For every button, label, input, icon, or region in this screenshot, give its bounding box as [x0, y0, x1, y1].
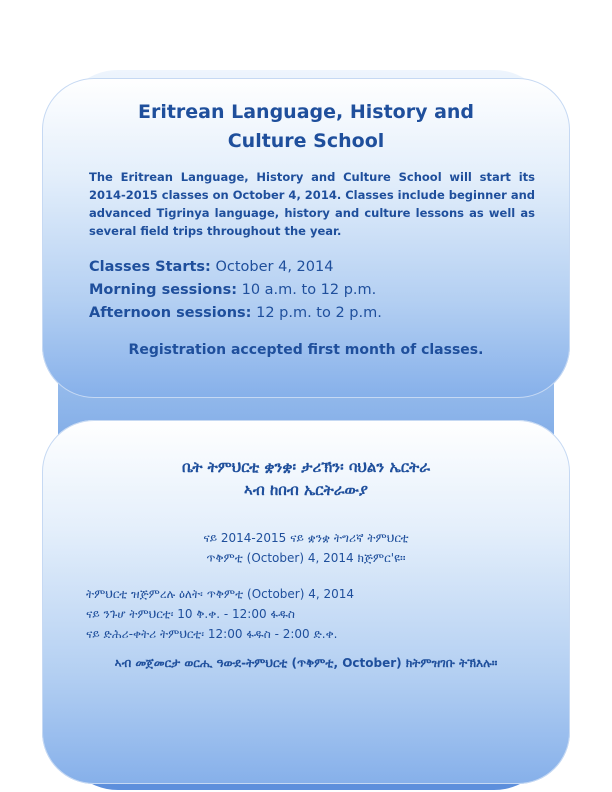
afternoon-session-label: Afternoon sessions:	[89, 305, 252, 321]
classes-start-label: Classes Starts:	[89, 259, 211, 275]
english-registration-note: Registration accepted first month of classes.	[128, 342, 484, 358]
english-title-line1: Eritrean Language, History and	[137, 101, 475, 123]
morning-session-label: Morning sessions:	[89, 282, 237, 298]
classes-start-value: October 4, 2014	[215, 259, 334, 275]
tigrinya-morning-line: ናይ ንጉሆ ትምህርቲ፡ 10 ቅ.ቀ. - 12:00 ፋዱስ	[86, 607, 295, 621]
tigrinya-intro-line2: ጥቅምቲ (October) 4, 2014 ክጅምር'ዩ።	[206, 551, 406, 565]
tigrinya-registration-note: ኣብ መጀመርታ ወርሒ ዓውደ-ትምህርቲ (ጥቅምቲ, October) ክትምዝገቡ ትኽእሉ።	[114, 656, 498, 670]
english-title	[0, 98, 612, 156]
english-intro-paragraph: The Eritrean Language, History and Culture School will start its 2014-2015 classes on October 4, 2014. Classes include beginner and advanced Tigrinya language, history and culture lessons as well as several field trips throughout the year.	[89, 170, 536, 238]
classes-start-row	[89, 256, 382, 279]
afternoon-session-value: 12 p.m. to 2 p.m.	[256, 305, 382, 321]
tigrinya-schedule	[86, 584, 354, 644]
tigrinya-start-line: ትምህርቲ ዝጅምረሉ ዕለት፡ ጥቅምቲ (October) 4, 2014	[86, 587, 355, 601]
tigrinya-intro	[0, 528, 612, 568]
tigrinya-intro-line1: ናይ 2014-2015 ናይ ቋንቋ ትግሪኛ ትምህርቲ	[203, 531, 409, 545]
tigrinya-title	[0, 456, 612, 502]
afternoon-session-row	[89, 302, 382, 325]
tigrinya-afternoon-line: ናይ ድሕሪ-ቀትሪ ትምህርቲ፡ 12:00 ፋዱስ - 2:00 ድ.ቀ.	[86, 627, 338, 641]
english-title-line2: Culture School	[227, 130, 385, 152]
morning-session-row	[89, 279, 382, 302]
english-schedule	[89, 256, 382, 325]
morning-session-value: 10 a.m. to 12 p.m.	[241, 282, 377, 298]
tigrinya-title-line2: ኣብ ከበብ ኤርትራውያ	[244, 481, 368, 499]
tigrinya-title-line1: ቤት ትምህርቲ ቋንቋ፡ ታሪኽን፡ ባህልን ኤርትራ	[181, 458, 431, 476]
